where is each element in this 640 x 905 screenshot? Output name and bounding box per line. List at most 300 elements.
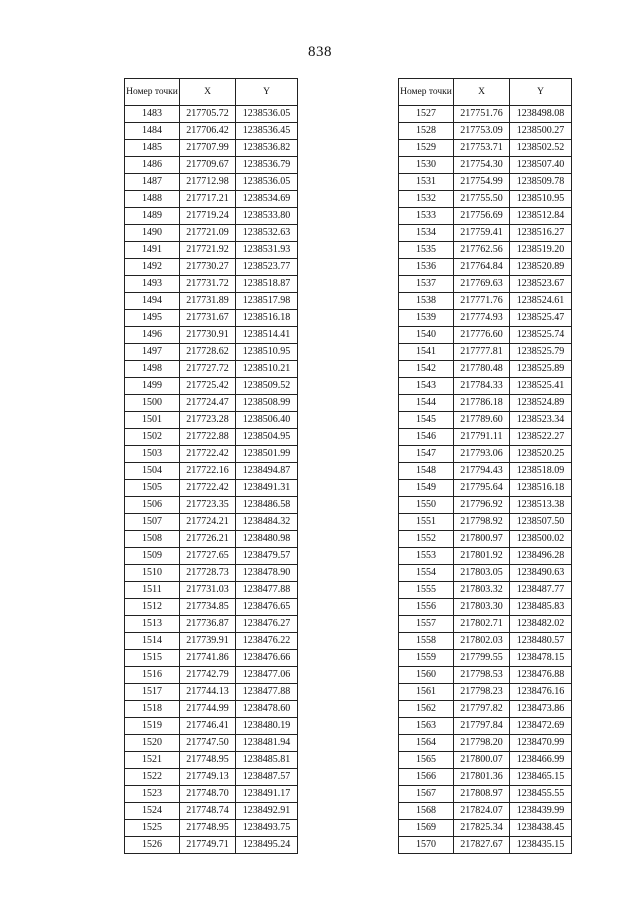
- cell-y: 1238507.40: [510, 157, 572, 174]
- cell-x: 217706.42: [180, 123, 236, 140]
- table-header-row: [125, 79, 298, 106]
- cell-point-number: 1561: [399, 684, 454, 701]
- cell-x: 217749.71: [180, 837, 236, 854]
- cell-point-number: 1544: [399, 395, 454, 412]
- cell-y: 1238517.98: [236, 293, 298, 310]
- cell-x: 217731.89: [180, 293, 236, 310]
- cell-point-number: 1554: [399, 565, 454, 582]
- table-row: [399, 616, 572, 633]
- table-row: [399, 242, 572, 259]
- cell-y: 1238516.27: [510, 225, 572, 242]
- cell-point-number: 1505: [125, 480, 180, 497]
- cell-x: 217730.91: [180, 327, 236, 344]
- table-row: [399, 378, 572, 395]
- table-row: [125, 123, 298, 140]
- cell-point-number: 1537: [399, 276, 454, 293]
- table-row: [125, 225, 298, 242]
- cell-point-number: 1567: [399, 786, 454, 803]
- cell-y: 1238525.47: [510, 310, 572, 327]
- cell-y: 1238490.63: [510, 565, 572, 582]
- cell-y: 1238509.52: [236, 378, 298, 395]
- cell-x: 217802.03: [454, 633, 510, 650]
- table-row: [399, 140, 572, 157]
- cell-x: 217728.62: [180, 344, 236, 361]
- cell-x: 217798.53: [454, 667, 510, 684]
- cell-y: 1238484.32: [236, 514, 298, 531]
- cell-point-number: 1514: [125, 633, 180, 650]
- table-row: [399, 531, 572, 548]
- table-row: [125, 582, 298, 599]
- cell-x: 217764.84: [454, 259, 510, 276]
- cell-x: 217798.20: [454, 735, 510, 752]
- cell-point-number: 1553: [399, 548, 454, 565]
- cell-y: 1238524.89: [510, 395, 572, 412]
- cell-y: 1238476.16: [510, 684, 572, 701]
- cell-x: 217756.69: [454, 208, 510, 225]
- cell-y: 1238500.27: [510, 123, 572, 140]
- cell-point-number: 1549: [399, 480, 454, 497]
- cell-y: 1238435.15: [510, 837, 572, 854]
- cell-x: 217742.79: [180, 667, 236, 684]
- table-row: [399, 310, 572, 327]
- cell-x: 217717.21: [180, 191, 236, 208]
- cell-y: 1238516.18: [236, 310, 298, 327]
- cell-x: 217721.92: [180, 242, 236, 259]
- cell-x: 217719.24: [180, 208, 236, 225]
- cell-point-number: 1518: [125, 701, 180, 718]
- cell-y: 1238510.95: [510, 191, 572, 208]
- cell-point-number: 1510: [125, 565, 180, 582]
- table-row: [399, 361, 572, 378]
- cell-x: 217705.72: [180, 106, 236, 123]
- cell-x: 217727.72: [180, 361, 236, 378]
- cell-y: 1238523.34: [510, 412, 572, 429]
- cell-point-number: 1523: [125, 786, 180, 803]
- cell-point-number: 1562: [399, 701, 454, 718]
- cell-x: 217726.21: [180, 531, 236, 548]
- table-row: [399, 735, 572, 752]
- cell-point-number: 1483: [125, 106, 180, 123]
- table-row: [399, 293, 572, 310]
- cell-x: 217800.07: [454, 752, 510, 769]
- cell-point-number: 1509: [125, 548, 180, 565]
- cell-point-number: 1520: [125, 735, 180, 752]
- cell-y: 1238472.69: [510, 718, 572, 735]
- table-row: [125, 276, 298, 293]
- table-row: [399, 463, 572, 480]
- cell-x: 217724.47: [180, 395, 236, 412]
- cell-y: 1238478.15: [510, 650, 572, 667]
- cell-y: 1238470.99: [510, 735, 572, 752]
- cell-y: 1238481.94: [236, 735, 298, 752]
- cell-y: 1238494.87: [236, 463, 298, 480]
- cell-x: 217722.16: [180, 463, 236, 480]
- cell-y: 1238478.60: [236, 701, 298, 718]
- cell-x: 217748.74: [180, 803, 236, 820]
- cell-x: 217730.27: [180, 259, 236, 276]
- cell-point-number: 1531: [399, 174, 454, 191]
- cell-x: 217784.33: [454, 378, 510, 395]
- table-row: [125, 667, 298, 684]
- cell-x: 217754.30: [454, 157, 510, 174]
- cell-point-number: 1499: [125, 378, 180, 395]
- table-row: [125, 429, 298, 446]
- cell-x: 217709.67: [180, 157, 236, 174]
- cell-y: 1238466.99: [510, 752, 572, 769]
- cell-y: 1238487.77: [510, 582, 572, 599]
- cell-x: 217793.06: [454, 446, 510, 463]
- table-header-row: [399, 79, 572, 106]
- cell-x: 217762.56: [454, 242, 510, 259]
- cell-x: 217723.35: [180, 497, 236, 514]
- cell-point-number: 1521: [125, 752, 180, 769]
- cell-y: 1238519.20: [510, 242, 572, 259]
- cell-point-number: 1515: [125, 650, 180, 667]
- table-row: [125, 157, 298, 174]
- table-row: [125, 106, 298, 123]
- cell-point-number: 1503: [125, 446, 180, 463]
- cell-x: 217731.03: [180, 582, 236, 599]
- cell-y: 1238525.74: [510, 327, 572, 344]
- cell-x: 217727.65: [180, 548, 236, 565]
- cell-x: 217797.84: [454, 718, 510, 735]
- header-y: Y: [510, 79, 572, 106]
- cell-point-number: 1485: [125, 140, 180, 157]
- cell-x: 217725.42: [180, 378, 236, 395]
- table-row: [125, 344, 298, 361]
- cell-point-number: 1486: [125, 157, 180, 174]
- cell-y: 1238507.50: [510, 514, 572, 531]
- cell-point-number: 1565: [399, 752, 454, 769]
- cell-x: 217746.41: [180, 718, 236, 735]
- cell-point-number: 1507: [125, 514, 180, 531]
- cell-x: 217803.05: [454, 565, 510, 582]
- table-row: [399, 259, 572, 276]
- cell-y: 1238476.65: [236, 599, 298, 616]
- cell-x: 217755.50: [454, 191, 510, 208]
- cell-x: 217739.91: [180, 633, 236, 650]
- cell-point-number: 1502: [125, 429, 180, 446]
- cell-x: 217795.64: [454, 480, 510, 497]
- table-row: [399, 633, 572, 650]
- coordinates-table-left: [124, 78, 298, 854]
- table-row: [125, 752, 298, 769]
- table-row: [125, 548, 298, 565]
- cell-x: 217798.92: [454, 514, 510, 531]
- cell-y: 1238498.08: [510, 106, 572, 123]
- cell-x: 217824.07: [454, 803, 510, 820]
- table-row: [125, 242, 298, 259]
- cell-y: 1238476.22: [236, 633, 298, 650]
- cell-y: 1238536.45: [236, 123, 298, 140]
- cell-point-number: 1504: [125, 463, 180, 480]
- cell-point-number: 1566: [399, 769, 454, 786]
- table-row: [399, 548, 572, 565]
- cell-point-number: 1559: [399, 650, 454, 667]
- cell-y: 1238465.15: [510, 769, 572, 786]
- cell-x: 217774.93: [454, 310, 510, 327]
- cell-y: 1238514.41: [236, 327, 298, 344]
- table-row: [399, 820, 572, 837]
- table-row: [125, 259, 298, 276]
- cell-point-number: 1487: [125, 174, 180, 191]
- table-row: [125, 361, 298, 378]
- cell-y: 1238502.52: [510, 140, 572, 157]
- table-row: [125, 463, 298, 480]
- cell-x: 217722.42: [180, 480, 236, 497]
- cell-point-number: 1532: [399, 191, 454, 208]
- table-row: [125, 786, 298, 803]
- page-number: 838: [308, 44, 332, 60]
- table-row: [125, 565, 298, 582]
- table-row: [399, 752, 572, 769]
- table-row: [399, 429, 572, 446]
- table-row: [125, 191, 298, 208]
- cell-y: 1238518.87: [236, 276, 298, 293]
- cell-point-number: 1534: [399, 225, 454, 242]
- table-row: [125, 769, 298, 786]
- table-row: [399, 225, 572, 242]
- cell-point-number: 1543: [399, 378, 454, 395]
- cell-x: 217801.36: [454, 769, 510, 786]
- table-row: [125, 327, 298, 344]
- cell-point-number: 1530: [399, 157, 454, 174]
- cell-y: 1238510.21: [236, 361, 298, 378]
- cell-x: 217798.23: [454, 684, 510, 701]
- cell-y: 1238525.41: [510, 378, 572, 395]
- cell-point-number: 1556: [399, 599, 454, 616]
- cell-point-number: 1493: [125, 276, 180, 293]
- table-row: [399, 497, 572, 514]
- table-row: [125, 208, 298, 225]
- cell-y: 1238510.95: [236, 344, 298, 361]
- cell-x: 217723.28: [180, 412, 236, 429]
- cell-y: 1238493.75: [236, 820, 298, 837]
- table-row: [125, 837, 298, 854]
- header-point-number: Номер точки: [399, 79, 454, 106]
- cell-point-number: 1512: [125, 599, 180, 616]
- cell-x: 217749.13: [180, 769, 236, 786]
- table-row: [125, 633, 298, 650]
- cell-y: 1238496.28: [510, 548, 572, 565]
- cell-x: 217728.73: [180, 565, 236, 582]
- cell-point-number: 1551: [399, 514, 454, 531]
- cell-point-number: 1569: [399, 820, 454, 837]
- cell-point-number: 1545: [399, 412, 454, 429]
- cell-y: 1238501.99: [236, 446, 298, 463]
- table-row: [125, 412, 298, 429]
- table-row: [399, 106, 572, 123]
- cell-x: 217789.60: [454, 412, 510, 429]
- table-row: [399, 718, 572, 735]
- cell-x: 217796.92: [454, 497, 510, 514]
- cell-y: 1238525.89: [510, 361, 572, 378]
- cell-x: 217707.99: [180, 140, 236, 157]
- cell-x: 217741.86: [180, 650, 236, 667]
- cell-y: 1238525.79: [510, 344, 572, 361]
- cell-y: 1238476.27: [236, 616, 298, 633]
- cell-x: 217791.11: [454, 429, 510, 446]
- cell-y: 1238512.84: [510, 208, 572, 225]
- cell-x: 217803.30: [454, 599, 510, 616]
- cell-y: 1238477.88: [236, 684, 298, 701]
- cell-point-number: 1542: [399, 361, 454, 378]
- table-row: [399, 701, 572, 718]
- header-y: Y: [236, 79, 298, 106]
- cell-x: 217808.97: [454, 786, 510, 803]
- table-row: [125, 140, 298, 157]
- cell-x: 217754.99: [454, 174, 510, 191]
- cell-y: 1238485.83: [510, 599, 572, 616]
- cell-point-number: 1500: [125, 395, 180, 412]
- cell-x: 217744.99: [180, 701, 236, 718]
- table-row: [125, 395, 298, 412]
- cell-point-number: 1488: [125, 191, 180, 208]
- cell-x: 217800.97: [454, 531, 510, 548]
- cell-y: 1238477.88: [236, 582, 298, 599]
- cell-point-number: 1524: [125, 803, 180, 820]
- cell-x: 217769.63: [454, 276, 510, 293]
- cell-point-number: 1570: [399, 837, 454, 854]
- cell-y: 1238509.78: [510, 174, 572, 191]
- table-row: [399, 599, 572, 616]
- table-row: [399, 684, 572, 701]
- cell-point-number: 1527: [399, 106, 454, 123]
- table-row: [399, 446, 572, 463]
- cell-y: 1238438.45: [510, 820, 572, 837]
- cell-point-number: 1489: [125, 208, 180, 225]
- cell-x: 217736.87: [180, 616, 236, 633]
- cell-x: 217744.13: [180, 684, 236, 701]
- cell-x: 217722.42: [180, 446, 236, 463]
- table-row: [399, 412, 572, 429]
- cell-point-number: 1517: [125, 684, 180, 701]
- cell-y: 1238491.17: [236, 786, 298, 803]
- cell-point-number: 1552: [399, 531, 454, 548]
- cell-point-number: 1563: [399, 718, 454, 735]
- cell-point-number: 1491: [125, 242, 180, 259]
- cell-x: 217747.50: [180, 735, 236, 752]
- table-row: [125, 514, 298, 531]
- cell-x: 217771.76: [454, 293, 510, 310]
- cell-point-number: 1539: [399, 310, 454, 327]
- table-row: [399, 565, 572, 582]
- table-row: [125, 531, 298, 548]
- cell-y: 1238518.09: [510, 463, 572, 480]
- table-row: [125, 718, 298, 735]
- table-row: [399, 650, 572, 667]
- cell-y: 1238520.25: [510, 446, 572, 463]
- cell-point-number: 1516: [125, 667, 180, 684]
- cell-point-number: 1492: [125, 259, 180, 276]
- cell-y: 1238516.18: [510, 480, 572, 497]
- cell-y: 1238524.61: [510, 293, 572, 310]
- cell-x: 217712.98: [180, 174, 236, 191]
- cell-y: 1238522.27: [510, 429, 572, 446]
- cell-y: 1238523.67: [510, 276, 572, 293]
- header-x: X: [180, 79, 236, 106]
- cell-x: 217751.76: [454, 106, 510, 123]
- cell-point-number: 1497: [125, 344, 180, 361]
- table-row: [399, 123, 572, 140]
- cell-y: 1238508.99: [236, 395, 298, 412]
- cell-x: 217721.09: [180, 225, 236, 242]
- cell-point-number: 1557: [399, 616, 454, 633]
- table-row: [399, 208, 572, 225]
- cell-x: 217734.85: [180, 599, 236, 616]
- cell-x: 217776.60: [454, 327, 510, 344]
- cell-point-number: 1536: [399, 259, 454, 276]
- header-x: X: [454, 79, 510, 106]
- table-row: [125, 820, 298, 837]
- cell-y: 1238477.06: [236, 667, 298, 684]
- cell-y: 1238506.40: [236, 412, 298, 429]
- table-row: [399, 837, 572, 854]
- cell-y: 1238479.57: [236, 548, 298, 565]
- cell-y: 1238532.63: [236, 225, 298, 242]
- cell-y: 1238513.38: [510, 497, 572, 514]
- table-row: [399, 395, 572, 412]
- cell-x: 217797.82: [454, 701, 510, 718]
- cell-point-number: 1513: [125, 616, 180, 633]
- cell-point-number: 1525: [125, 820, 180, 837]
- cell-y: 1238485.81: [236, 752, 298, 769]
- cell-point-number: 1548: [399, 463, 454, 480]
- cell-point-number: 1546: [399, 429, 454, 446]
- cell-x: 217801.92: [454, 548, 510, 565]
- table-row: [399, 327, 572, 344]
- cell-point-number: 1519: [125, 718, 180, 735]
- table-row: [399, 514, 572, 531]
- cell-x: 217759.41: [454, 225, 510, 242]
- cell-x: 217724.21: [180, 514, 236, 531]
- table-row: [125, 616, 298, 633]
- cell-y: 1238455.55: [510, 786, 572, 803]
- cell-point-number: 1496: [125, 327, 180, 344]
- cell-x: 217803.32: [454, 582, 510, 599]
- cell-y: 1238480.19: [236, 718, 298, 735]
- table-row: [125, 174, 298, 191]
- cell-y: 1238476.88: [510, 667, 572, 684]
- table-row: [399, 276, 572, 293]
- cell-x: 217748.70: [180, 786, 236, 803]
- coordinates-table-right: [398, 78, 572, 854]
- cell-y: 1238504.95: [236, 429, 298, 446]
- cell-x: 217753.09: [454, 123, 510, 140]
- cell-y: 1238500.02: [510, 531, 572, 548]
- cell-x: 217777.81: [454, 344, 510, 361]
- cell-x: 217802.71: [454, 616, 510, 633]
- table-row: [399, 786, 572, 803]
- cell-y: 1238523.77: [236, 259, 298, 276]
- cell-y: 1238536.05: [236, 106, 298, 123]
- cell-y: 1238531.93: [236, 242, 298, 259]
- cell-point-number: 1484: [125, 123, 180, 140]
- cell-x: 217731.67: [180, 310, 236, 327]
- table-row: [125, 684, 298, 701]
- cell-point-number: 1564: [399, 735, 454, 752]
- cell-point-number: 1494: [125, 293, 180, 310]
- cell-point-number: 1555: [399, 582, 454, 599]
- table-row: [399, 191, 572, 208]
- cell-y: 1238536.79: [236, 157, 298, 174]
- cell-y: 1238534.69: [236, 191, 298, 208]
- cell-x: 217748.95: [180, 820, 236, 837]
- table-row: [125, 803, 298, 820]
- cell-y: 1238439.99: [510, 803, 572, 820]
- cell-x: 217794.43: [454, 463, 510, 480]
- cell-point-number: 1506: [125, 497, 180, 514]
